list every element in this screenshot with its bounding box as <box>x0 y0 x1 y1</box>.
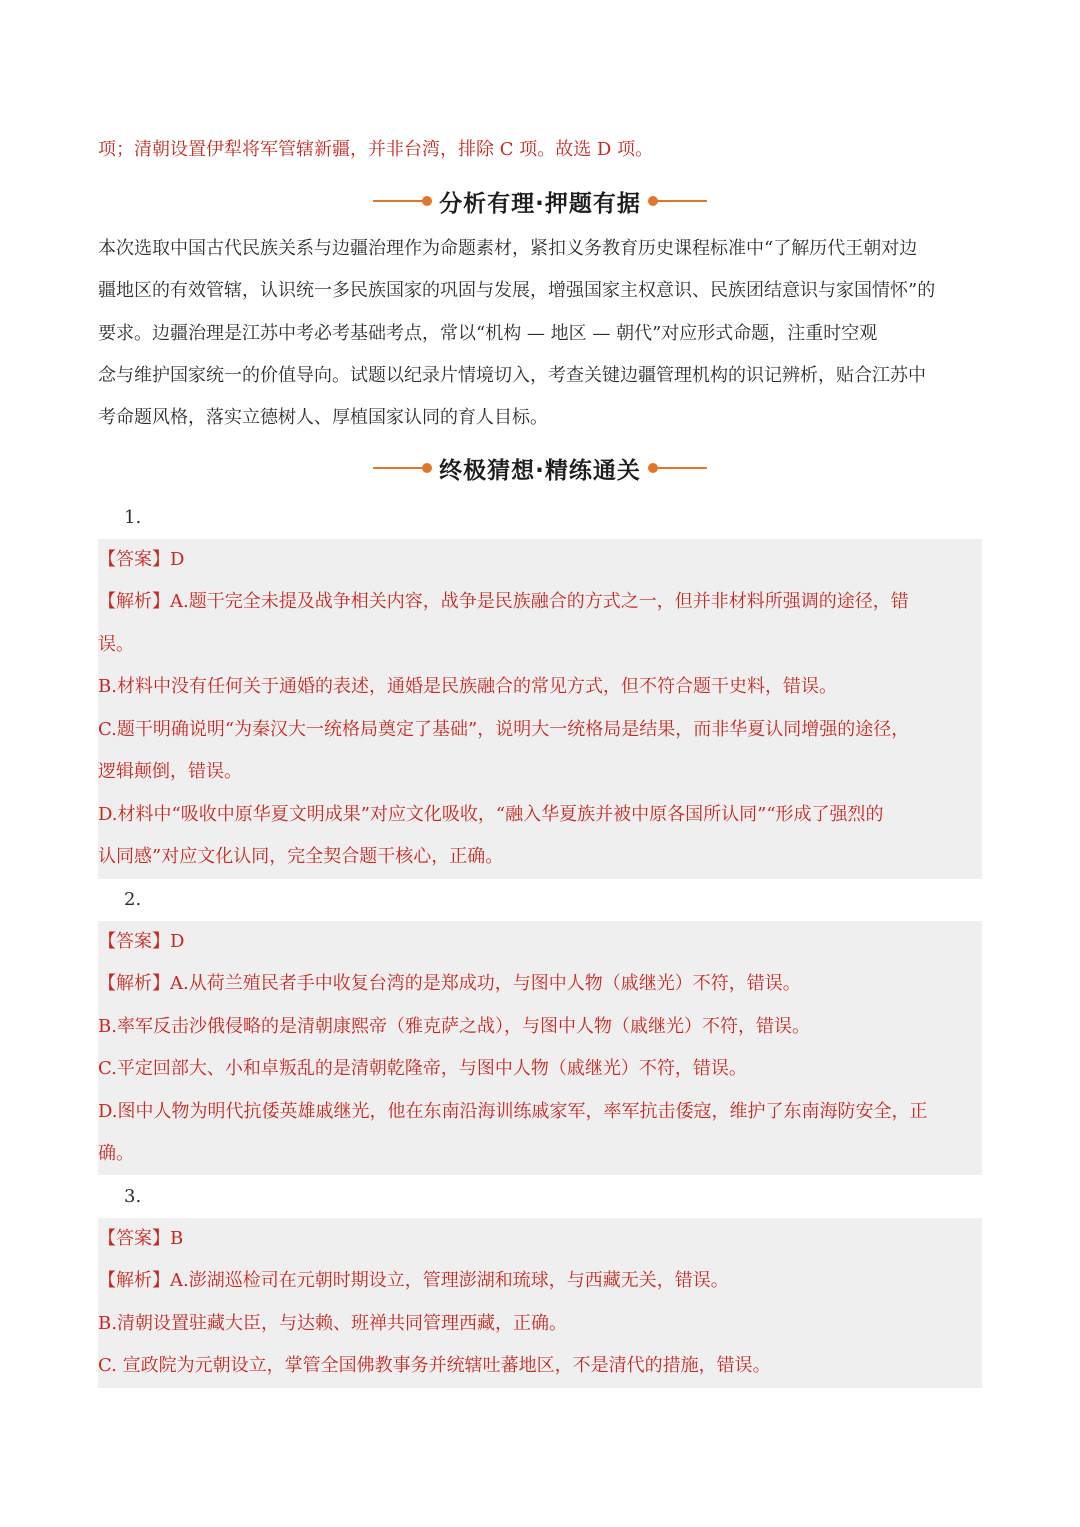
heading-decoration-right <box>653 467 707 469</box>
explanation-line: D.材料中“吸收中原华夏文明成果”对应文化吸收，“融入华夏族并被中原各国所认同”“形成了强烈的 <box>98 804 884 825</box>
answer-line: 【答案】D <box>98 931 185 952</box>
explanation-line: C.平定回部大、小和卓叛乱的是清朝乾隆帝，与图中人物（戚继光）不符，错误。 <box>98 1058 747 1079</box>
analysis-line: 要求。边疆治理是江苏中考必考基础考点，常以“机构 — 地区 — 朝代”对应形式命题，注重时空观 <box>98 323 878 344</box>
explanation-line: D.图中人物为明代抗倭英雄戚继光，他在东南沿海训练戚家军，率军抗击倭寇，维护了东南海防安全，正 <box>98 1101 928 1122</box>
heading-decoration-right <box>653 200 707 202</box>
analysis-line: 考命题风格，落实立德树人、厚植国家认同的育人目标。 <box>98 407 548 428</box>
explanation-line: 误。 <box>98 634 134 655</box>
explanation-line: B.清朝设置驻藏大臣，与达赖、班禅共同管理西藏，正确。 <box>98 1313 567 1334</box>
explanation-line: C. 宣政院为元朝设立，掌管全国佛教事务并统辖吐蕃地区，不是清代的措施，错误。 <box>98 1355 771 1376</box>
continuation-line: 项；清朝设置伊犁将军管辖新疆，并非台湾，排除 C 项。故选 D 项。 <box>98 139 654 160</box>
analysis-line: 念与维护国家统一的价值导向。试题以纪录片情境切入，考查关键边疆管理机构的识记辨析，贴合江苏中 <box>98 365 926 386</box>
section-heading-analysis <box>0 180 1080 222</box>
heading-title: 分析有理·押题有据 <box>439 190 641 217</box>
explanation-line: 【解析】A.题干完全未提及战争相关内容，战争是民族融合的方式之一，但并非材料所强调的途径，错 <box>98 591 909 612</box>
section-heading-practice <box>0 447 1080 489</box>
explanation-line: 确。 <box>98 1143 134 1164</box>
heading-decoration-left <box>373 200 427 202</box>
answer-line: 【答案】B <box>98 1228 184 1249</box>
explanation-line: 逻辑颠倒，错误。 <box>98 761 242 782</box>
explanation-line: 认同感”对应文化认同，完全契合题干核心，正确。 <box>98 846 504 867</box>
answer-line: 【答案】D <box>98 549 185 570</box>
explanation-line: 【解析】A.从荷兰殖民者手中收复台湾的是郑成功，与图中人物（戚继光）不符，错误。 <box>98 973 801 994</box>
question-number: 3. <box>124 1186 142 1207</box>
heading-decoration-left <box>373 467 427 469</box>
explanation-line: B.率军反击沙俄侵略的是清朝康熙帝（雅克萨之战），与图中人物（戚继光）不符，错误。 <box>98 1016 810 1037</box>
explanation-line: B.材料中没有任何关于通婚的表述，通婚是民族融合的常见方式，但不符合题干史料，错误。 <box>98 676 837 697</box>
question-number: 2. <box>124 889 142 910</box>
analysis-line: 疆地区的有效管辖，认识统一多民族国家的巩固与发展，增强国家主权意识、民族团结意识与家国情怀”的 <box>98 280 936 301</box>
explanation-line: C.题干明确说明“为秦汉大一统格局奠定了基础”，说明大一统格局是结果，而非华夏认同增强的途径， <box>98 719 910 740</box>
explanation-line: 【解析】A.澎湖巡检司在元朝时期设立，管理澎湖和琉球，与西藏无关，错误。 <box>98 1270 729 1291</box>
question-number: 1. <box>124 507 142 528</box>
analysis-line: 本次选取中国古代民族关系与边疆治理作为命题素材，紧扣义务教育历史课程标准中“了解历代王朝对边 <box>98 238 918 259</box>
heading-title: 终极猜想·精练通关 <box>439 457 641 484</box>
